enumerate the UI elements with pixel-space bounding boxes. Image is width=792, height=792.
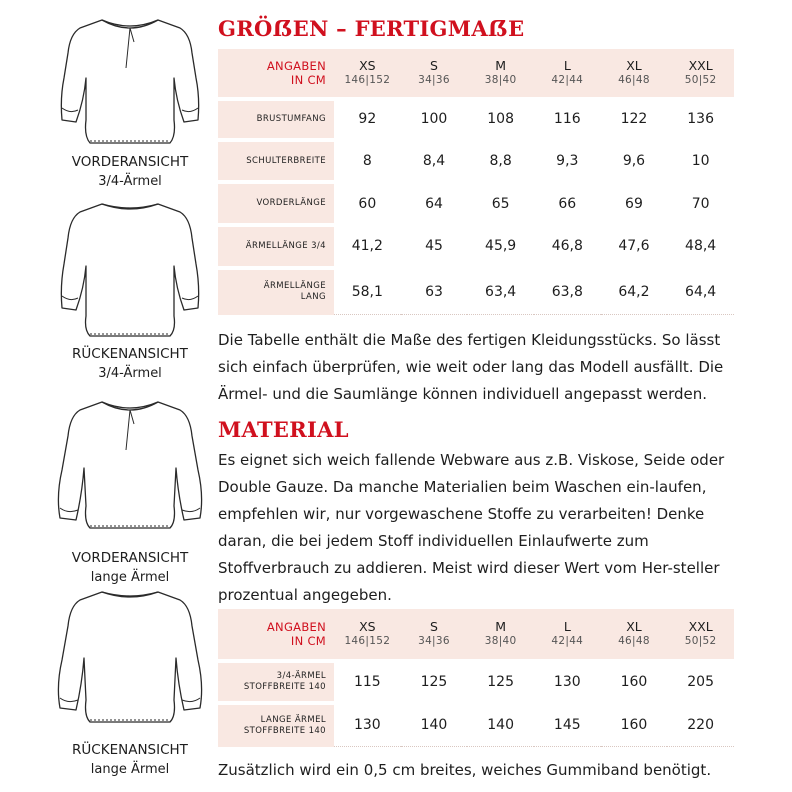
table-header-label: [218, 609, 334, 661]
sketch-caption-title: RÜCKENANSICHT: [72, 742, 188, 758]
row-label-line2: LANG: [300, 292, 326, 303]
size-col-l: L 42|44: [534, 49, 601, 99]
cell: 60: [334, 182, 401, 225]
sizes-note: Die Tabelle enthält die Maße des fertigen Kleidungsstücks. So lässt sich einfach überprüfen, wie weit oder lang das Modell ausfällt. Die Ärmel- und die Saumlänge können individuell angepasst werden.: [218, 331, 724, 403]
sizes-heading: GRÖẞEN – FERTIGMAẞE: [218, 16, 525, 41]
cell: 122: [601, 99, 668, 140]
sketch-caption-title: VORDERANSICHT: [71, 154, 189, 170]
cell: 108: [467, 99, 534, 140]
size-col-xxl: XXL 50|52: [667, 49, 734, 99]
cell: 64,4: [667, 268, 734, 315]
cell: 63,4: [467, 268, 534, 315]
sketch-caption-title: RÜCKENANSICHT: [72, 346, 188, 362]
row-label: [218, 661, 334, 703]
row-label-line1: 3/4-ÄRMEL: [276, 670, 326, 681]
cell: 69: [601, 182, 668, 225]
sketch-caption-sleeve: 3/4-Ärmel: [98, 174, 162, 189]
cell: 63,8: [534, 268, 601, 315]
table-header-label: [218, 49, 334, 99]
cell: 8,8: [467, 140, 534, 183]
cell: 136: [667, 99, 734, 140]
header-label-line2: IN CM: [290, 634, 326, 648]
cell: 45: [401, 225, 468, 268]
row-label: ÄRMELLÄNGE 3/4: [218, 225, 334, 268]
header-label-line2: IN CM: [290, 73, 326, 87]
cell: 8,4: [401, 140, 468, 183]
cell: 125: [401, 661, 468, 703]
cell: 45,9: [467, 225, 534, 268]
material-text: Es eignet sich weich fallende Webware aus z.B. Viskose, Seide oder Double Gauze. Da manche Materialien beim Waschen ein-laufen, empfehlen wir, nur vorgewaschene Stoffe zu verarbeiten! Denke daran, die bei jedem Stoff individuellen Einlaufwerte zum Stoffverbrauch zu addieren. Meist wird dieser Wert vom Her-steller prozentual angegeben.: [218, 451, 725, 604]
sketch-back-long: [40, 588, 220, 779]
header-label-line1: ANGABEN: [266, 620, 326, 634]
material-heading: MATERIAL: [218, 417, 349, 442]
cell: 70: [667, 182, 734, 225]
cell: 64: [401, 182, 468, 225]
size-col-m: M 38|40: [467, 49, 534, 99]
row-label-line1: ÄRMELLÄNGE: [263, 281, 326, 292]
cell: 8: [334, 140, 401, 183]
row-label: VORDERLÄNGE: [218, 182, 334, 225]
table-row: [218, 225, 734, 268]
sketch-front-long: [40, 396, 220, 587]
table-row: [218, 99, 734, 140]
cell: 125: [467, 661, 534, 703]
front-blouse-icon: [40, 8, 220, 153]
back-blouse-icon: [40, 588, 220, 733]
size-col-m: M 38|40: [467, 609, 534, 661]
row-label-line2: STOFFBREITE 140: [243, 681, 326, 692]
table-row: [218, 661, 734, 703]
sketch-caption-title: VORDERANSICHT: [71, 550, 189, 566]
size-col-s: S 34|36: [401, 609, 468, 661]
cell: 115: [334, 661, 401, 703]
row-label-line2: STOFFBREITE 140: [243, 725, 326, 736]
sketch-back-three-quarter: [40, 196, 220, 383]
cell: 92: [334, 99, 401, 140]
cell: 64,2: [601, 268, 668, 315]
sketch-caption-sleeve: lange Ärmel: [90, 570, 170, 585]
sketch-caption-sleeve: 3/4-Ärmel: [98, 366, 162, 381]
row-label: [218, 268, 334, 315]
material-footnote: Zusätzlich wird ein 0,5 cm breites, weiches Gummiband benötigt.: [218, 761, 712, 779]
cell: 220: [667, 703, 734, 747]
size-col-s: S 34|36: [401, 49, 468, 99]
cell: 130: [334, 703, 401, 747]
row-label-line1: LANGE ÄRMEL: [260, 714, 326, 725]
size-col-xxl: XXL 50|52: [667, 609, 734, 661]
row-label: SCHULTERBREITE: [218, 140, 334, 183]
table-row: [218, 703, 734, 747]
cell: 100: [401, 99, 468, 140]
cell: 47,6: [601, 225, 668, 268]
fabric-table: [218, 609, 734, 747]
size-table: [218, 49, 734, 315]
cell: 10: [667, 140, 734, 183]
cell: 130: [534, 661, 601, 703]
cell: 63: [401, 268, 468, 315]
cell: 41,2: [334, 225, 401, 268]
front-blouse-icon: [40, 396, 220, 541]
size-col-l: L 42|44: [534, 609, 601, 661]
table-row: [218, 140, 734, 183]
table-row: [218, 268, 734, 315]
header-label-line1: ANGABEN: [266, 59, 326, 73]
cell: 145: [534, 703, 601, 747]
cell: 9,6: [601, 140, 668, 183]
sketch-caption-sleeve: lange Ärmel: [90, 762, 170, 777]
cell: 140: [467, 703, 534, 747]
sketch-front-three-quarter: [40, 8, 220, 191]
size-col-xl: XL 46|48: [601, 609, 668, 661]
table-row: [218, 182, 734, 225]
cell: 48,4: [667, 225, 734, 268]
cell: 66: [534, 182, 601, 225]
cell: 46,8: [534, 225, 601, 268]
cell: 160: [601, 703, 668, 747]
cell: 140: [401, 703, 468, 747]
row-label: BRUSTUMFANG: [218, 99, 334, 140]
size-col-xs: XS 146|152: [334, 609, 401, 661]
cell: 116: [534, 99, 601, 140]
cell: 58,1: [334, 268, 401, 315]
cell: 160: [601, 661, 668, 703]
size-col-xs: XS 146|152: [334, 49, 401, 99]
cell: 9,3: [534, 140, 601, 183]
size-col-xl: XL 46|48: [601, 49, 668, 99]
back-blouse-icon: [40, 196, 220, 341]
cell: 65: [467, 182, 534, 225]
row-label: [218, 703, 334, 747]
cell: 205: [667, 661, 734, 703]
